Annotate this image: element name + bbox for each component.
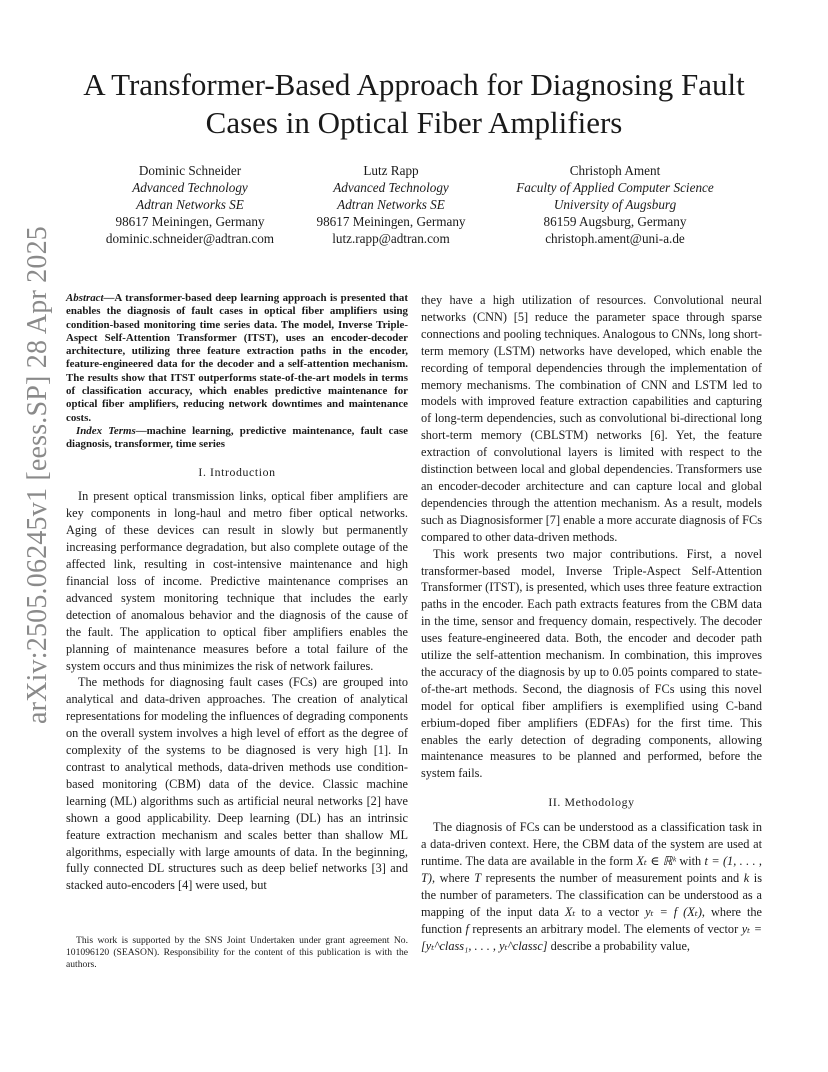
text-run: to a vector — [575, 904, 646, 919]
paragraph: they have a high utilization of resources. Convolutional neural networks (CNN) [5] reduce the parameter space through sparse connections and pooling techniques. Analogous to CNNs, long short-term memory (LSTM) networks have developed, which enable the recording of temporal dependencies through the implementation of memory mechanisms. The combination of CNN and LSTM led to models with improved feature extraction capabilities and capturing of long-term dependencies, such as convolutional bi-directional long short-term memory (CBLSTM) networks [6]. Yet, the feature extraction of convolutional layers is limited with respect to the distinction between local and global dependencies. Transformers use an encoder-decoder architecture and can capture local and global dependencies through the attention mechanism. As a result, models such as Diagnosisformer [7] enable a more accurate diagnosis of FCs compared to other data-driven methods. — [421, 293, 762, 544]
author-organization: University of Augsburg — [553, 197, 677, 212]
author-department: Advanced Technology — [333, 180, 449, 195]
author-block-2 — [300, 162, 482, 247]
math-inline: yₜ = f (Xₜ) — [645, 904, 702, 919]
author-email: dominic.schneider@adtran.com — [105, 231, 275, 246]
math-inline: Xₜ — [564, 904, 576, 919]
author-block-3 — [498, 162, 732, 247]
text-run: represents an arbitrary model. The elements of vector — [468, 921, 742, 936]
abstract — [66, 292, 408, 425]
index-terms-label: Index Terms — [76, 424, 136, 437]
text-run: , where — [431, 870, 475, 885]
arxiv-identifier — [14, 226, 62, 724]
author-address: 86159 Augsburg, Germany — [543, 214, 687, 229]
math-inline: k — [743, 870, 750, 885]
author-organization: Adtran Networks SE — [136, 197, 244, 212]
text-run: describe a probability value, — [547, 938, 690, 953]
section-heading-methodology: II. Methodology — [548, 795, 635, 810]
left-column — [66, 292, 408, 894]
right-column — [421, 292, 762, 954]
author-name: Dominic Schneider — [138, 163, 242, 178]
text-run: with — [675, 854, 705, 868]
footnote: This work is supported by the SNS Joint Undertaken under grant agreement No. 101096120 (SEASON). Responsibility for the content of this publication is with the authors. — [66, 935, 408, 971]
text-run: , where the function — [421, 904, 762, 936]
author-block-1 — [90, 162, 290, 247]
text-run: represents the number of measurement points and — [481, 870, 744, 885]
author-address: 98617 Meiningen, Germany — [316, 214, 466, 229]
math-inline: yₜ = [yₜ^class₁, . . . , yₜ^classc] — [421, 921, 762, 953]
author-department: Advanced Technology — [132, 180, 248, 195]
section-heading-introduction: I. Introduction — [198, 464, 276, 479]
math-inline: f — [465, 921, 469, 936]
author-address: 98617 Meiningen, Germany — [115, 214, 265, 229]
index-terms-text: —machine learning, predictive maintenance, fault case diagnosis, transformer, time series — [66, 424, 408, 451]
text-run: is the number of parameters. The classification can be understood as a mapping of the input data — [421, 870, 762, 919]
paper-title: A Transformer-Based Approach for Diagnosing Fault Cases in Optical Fiber Amplifiers — [83, 67, 745, 140]
math-inline: t = (1, . . . , T) — [421, 854, 762, 885]
author-organization: Adtran Networks SE — [337, 197, 445, 212]
index-terms — [66, 425, 408, 452]
author-email: christoph.ament@uni-a.de — [545, 231, 685, 246]
math-inline: T — [474, 870, 482, 885]
author-email: lutz.rapp@adtran.com — [332, 231, 450, 246]
author-name: Christoph Ament — [569, 163, 661, 178]
paragraph: In present optical transmission links, optical fiber amplifiers are key components in long-haul and metro fiber optical networks. Aging of these devices can result in slowly but permanently increasing performance degradation, but also complete outage of the affected link, resulting in cost-intensive maintenance and high financial loss of income. Predictive maintenance comprises an advanced system monitoring technique that includes the early detection of anomalous behavior and the diagnosis of the cause of the fault. The application to optical fiber amplifiers enables the planning of maintenance measures before a total failure of the system occurs and thus minimizes the risk of network failures. — [66, 489, 408, 673]
math-inline: Xₜ ∈ ℝᵏ — [636, 854, 676, 868]
text-run: The diagnosis of FCs can be understood as a classification task in a data-driven context. Here, the CBM data of the system are used at runtime. The data are available in the form — [421, 820, 762, 868]
paragraph: This work presents two major contributions. First, a novel transformer-based model, Inverse Triple-Aspect Self-Attention Transformer (ITST), is presented, which uses three feature extraction paths in the encoder. Each path extracts features from the CBM data in the time, sensor and frequency domain, respectively. The decoder uses feature-engineered data. Both, the encoder and decoder path utilize the self-attention mechanism. In combination, this improves the accuracy of the diagnosis by up to 0.05 points compared to state-of-the-art methods. Second, the diagnosis of FCs using this novel model for optical fiber amplifiers is exemplified using C-band erbium-doped fiber amplifiers (EDFAs) for the first time. This enables the early detection of degrading components, allowing maintenance measures to be planned and performed, before the system fails. — [421, 546, 762, 781]
abstract-label: Abstract — [66, 292, 104, 304]
author-name: Lutz Rapp — [363, 163, 419, 178]
author-department: Faculty of Applied Computer Science — [516, 180, 714, 195]
arxiv-identifier-text: arXiv:2505.06245v1 [eess.SP] 28 Apr 2025 — [22, 226, 53, 724]
abstract-text: —A transformer-based deep learning approach is presented that enables the diagnosis of fault cases in optical fiber amplifiers using condition-based monitoring time series data. The model, Inverse Triple-Aspect Self-Attention Transformer (ITST), uses an encoder-decoder architecture, utilizing three feature extraction paths in the encoder, feature-engineered data for the decoder and a self-attention mechanism. The results show that ITST outperforms state-of-the-art models in terms of classification accuracy, which enables predictive maintenance for optical fiber amplifiers, reducing network downtimes and maintenance costs. — [66, 292, 408, 424]
paragraph: The methods for diagnosing fault cases (FCs) are grouped into analytical and data-driven approaches. The creation of analytical representations for modeling the influences of degrading components on the overall system involves a high level of effort as the degree of complexity of the systems to be diagnosed is very high [1]. In contrast to analytical methods, data-driven methods use condition-based monitoring (CBM) data of the device. Classic machine learning (ML) algorithms such as artificial neural networks [2] have shown a good applicability. Deep learning (DL) has an intrinsic feature extraction mechanism and scales better than shallow ML algorithms, especially with large amounts of data. In the beginning, fully connected DL structures such as deep belief networks [3] and stacked auto-encoders [4] were used, but — [66, 675, 408, 893]
methodology-paragraph — [421, 819, 762, 954]
